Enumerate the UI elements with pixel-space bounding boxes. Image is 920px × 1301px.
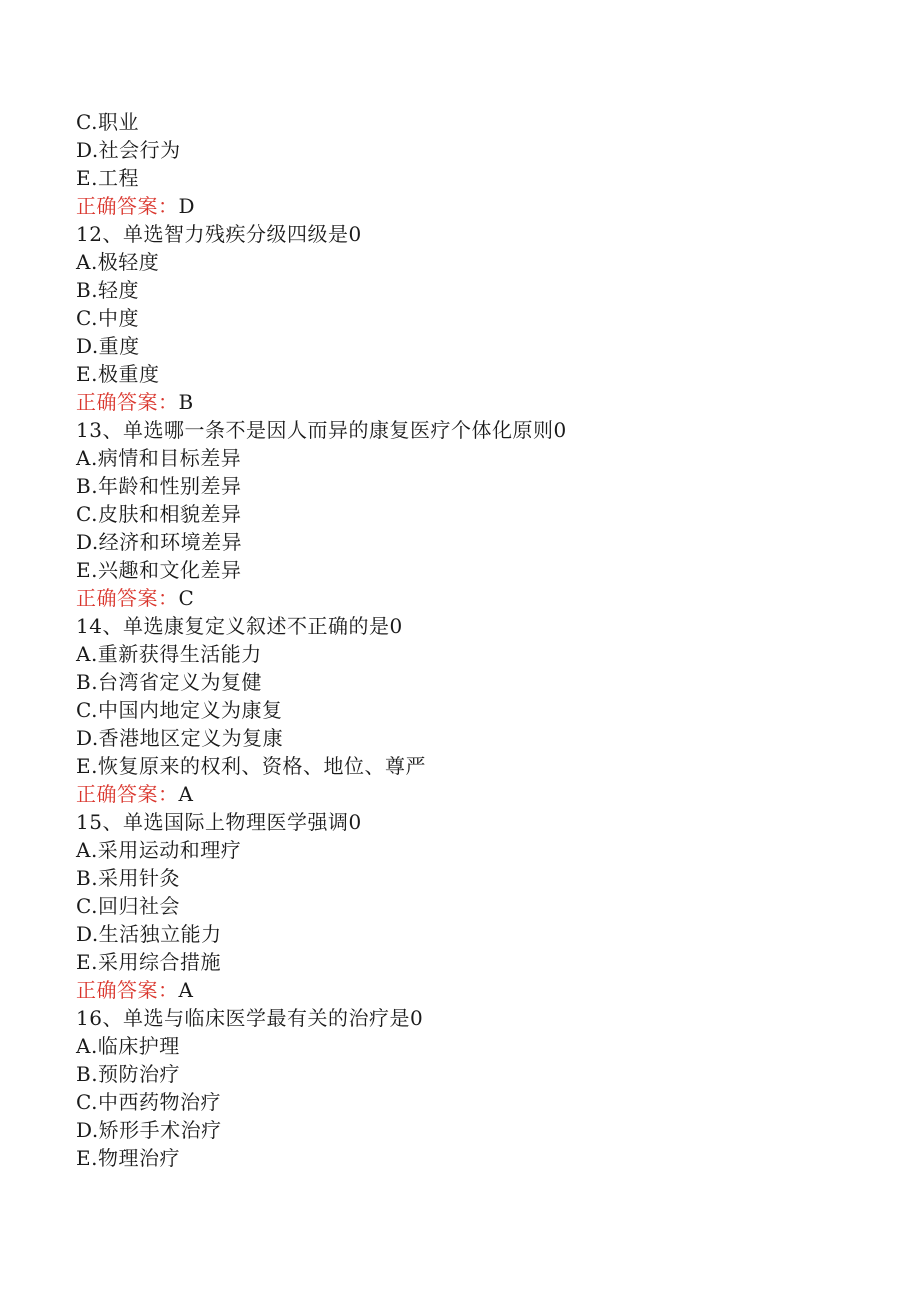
answer-label: 正确答案： xyxy=(76,390,179,414)
question-line: 15、单选国际上物理医学强调0 xyxy=(76,810,362,834)
answer-line xyxy=(76,780,896,808)
option-line: B.台湾省定义为复健 xyxy=(76,670,263,694)
question-line: 13、单选哪一条不是因人而异的康复医疗个体化原则0 xyxy=(76,418,567,442)
option-line: D.香港地区定义为复康 xyxy=(76,726,284,750)
answer-value: A xyxy=(178,978,194,1002)
option-line: C.皮肤和相貌差异 xyxy=(76,502,242,526)
answer-value: B xyxy=(178,390,194,414)
option-line: D.经济和环境差异 xyxy=(76,530,243,554)
answer-line xyxy=(76,192,896,220)
option-line: B.预防治疗 xyxy=(76,1062,181,1086)
answer-line xyxy=(76,388,896,416)
option-line: C.中国内地定义为康复 xyxy=(76,698,283,722)
option-line: A.临床护理 xyxy=(76,1034,180,1058)
question-line: 16、单选与临床医学最有关的治疗是0 xyxy=(76,1006,424,1030)
option-line: E.物理治疗 xyxy=(76,1146,180,1170)
answer-label: 正确答案： xyxy=(76,782,179,806)
option-line: E.兴趣和文化差异 xyxy=(76,558,242,582)
answer-value: D xyxy=(178,194,196,218)
option-line: B.采用针灸 xyxy=(76,866,181,890)
answer-line xyxy=(76,584,896,612)
answer-line xyxy=(76,976,896,1004)
option-line: C.职业 xyxy=(76,110,139,134)
option-line: A.重新获得生活能力 xyxy=(76,642,262,666)
option-line: B.年龄和性别差异 xyxy=(76,474,242,498)
answer-value: A xyxy=(178,782,194,806)
answer-label: 正确答案： xyxy=(76,586,179,610)
option-line: E.恢复原来的权利、资格、地位、尊严 xyxy=(76,754,426,778)
question-line: 14、单选康复定义叙述不正确的是0 xyxy=(76,614,403,638)
option-line: C.中西药物治疗 xyxy=(76,1090,221,1114)
option-line: B.轻度 xyxy=(76,278,140,302)
question-line: 12、单选智力残疾分级四级是0 xyxy=(76,222,362,246)
option-line: E.工程 xyxy=(76,166,139,190)
option-line: C.中度 xyxy=(76,306,139,330)
option-line: A.采用运动和理疗 xyxy=(76,838,242,862)
option-line: E.采用综合措施 xyxy=(76,950,221,974)
option-line: A.极轻度 xyxy=(76,250,160,274)
option-line: A.病情和目标差异 xyxy=(76,446,242,470)
option-line: D.矫形手术治疗 xyxy=(76,1118,222,1142)
answer-value: C xyxy=(178,586,195,610)
option-line: D.生活独立能力 xyxy=(76,922,222,946)
answer-label: 正确答案： xyxy=(76,978,179,1002)
option-line: D.社会行为 xyxy=(76,138,181,162)
option-line: D.重度 xyxy=(76,334,140,358)
document-page xyxy=(76,108,896,1172)
option-line: C.回归社会 xyxy=(76,894,180,918)
option-line: E.极重度 xyxy=(76,362,160,386)
answer-label: 正确答案： xyxy=(76,194,179,218)
